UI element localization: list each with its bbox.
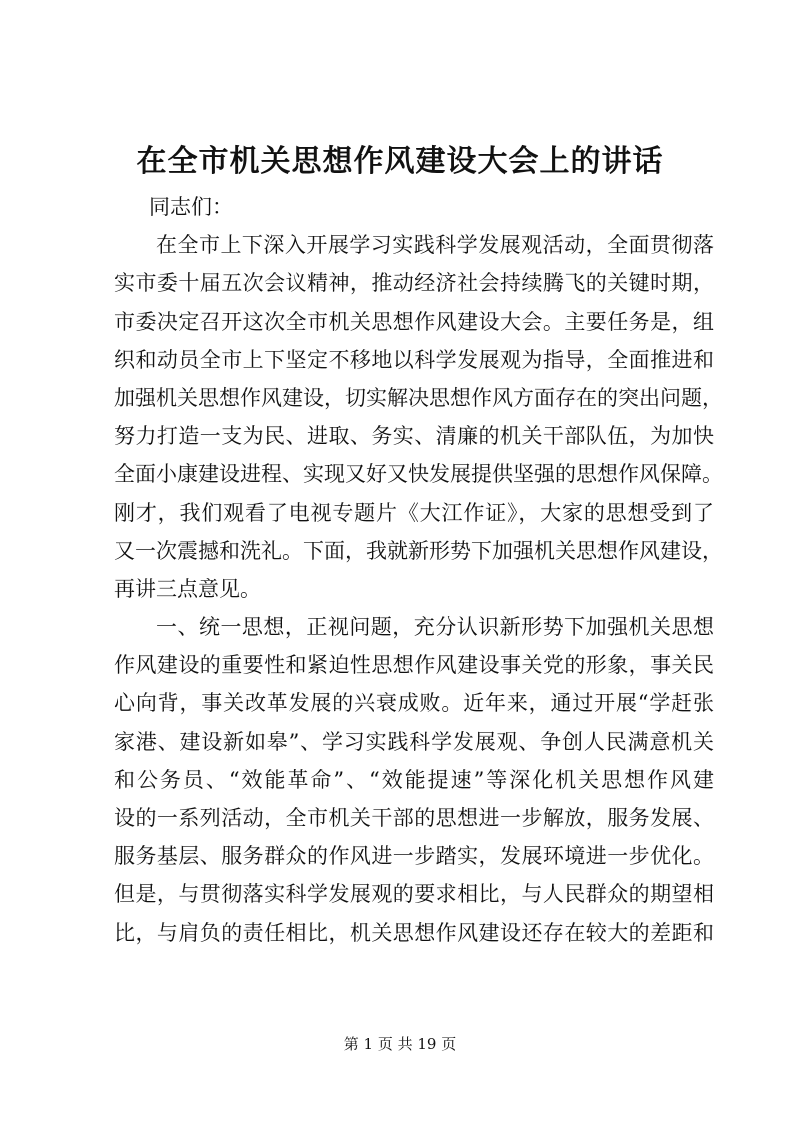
document-title: 在全市机关思想作风建设大会上的讲话: [136, 144, 664, 179]
paragraph-line: 设的一系列活动，全市机关干部的思想进一步解放，服务发展、: [114, 806, 714, 830]
salutation: 同志们：: [149, 195, 233, 219]
paragraph-line: 家港、建设新如皋”、学习实践科学发展观、争创人民满意机关: [114, 729, 714, 754]
paragraph-line: 市委决定召开这次全市机关思想作风建设大会。主要任务是，组: [114, 309, 714, 334]
document-body: [114, 188, 723, 952]
paragraph-line: 又一次震撼和洗礼。下面，我就新形势下加强机关思想作风建设，: [114, 538, 723, 563]
paragraph-line: 刚才，我们观看了电视专题片《大江作证》，大家的思想受到了: [114, 500, 714, 525]
paragraph-line: 但是，与贯彻落实科学发展观的要求相比，与人民群众的期望相: [114, 882, 714, 907]
paragraph-line: 心向背，事关改革发展的兴衰成败。近年来，通过开展“学赶张: [114, 691, 714, 716]
page-footer: 第 1 页 共 19 页: [343, 1035, 457, 1053]
paragraph-line: 和公务员、“效能革命”、“效能提速”等深化机关思想作风建: [114, 767, 714, 792]
paragraph-line: 服务基层、服务群众的作风进一步踏实，发展环境进一步优化。: [114, 844, 714, 869]
paragraph-line: 在全市上下深入开展学习实践科学发展观活动，全面贯彻落: [156, 233, 714, 258]
paragraph-line: 努力打造一支为民、进取、务实、清廉的机关干部队伍，为加快: [114, 424, 714, 449]
paragraph-line: 全面小康建设进程、实现又好又快发展提供坚强的思想作风保障。: [114, 462, 723, 487]
paragraph-line: 再讲三点意见。: [114, 576, 261, 601]
paragraph-line: 实市委十届五次会议精神，推动经济社会持续腾飞的关键时期，: [114, 271, 714, 296]
paragraph-line: 织和动员全市上下坚定不移地以科学发展观为指导，全面推进和: [114, 347, 714, 372]
paragraph-line: 比，与肩负的责任相比，机关思想作风建设还存在较大的差距和: [114, 920, 714, 945]
paragraph-line: 作风建设的重要性和紧迫性思想作风建设事关党的形象，事关民: [114, 653, 714, 678]
paragraph-line: 加强机关思想作风建设，切实解决思想作风方面存在的突出问题，: [114, 385, 723, 410]
paragraph-line: 一、统一思想，正视问题，充分认识新形势下加强机关思想: [156, 615, 714, 640]
